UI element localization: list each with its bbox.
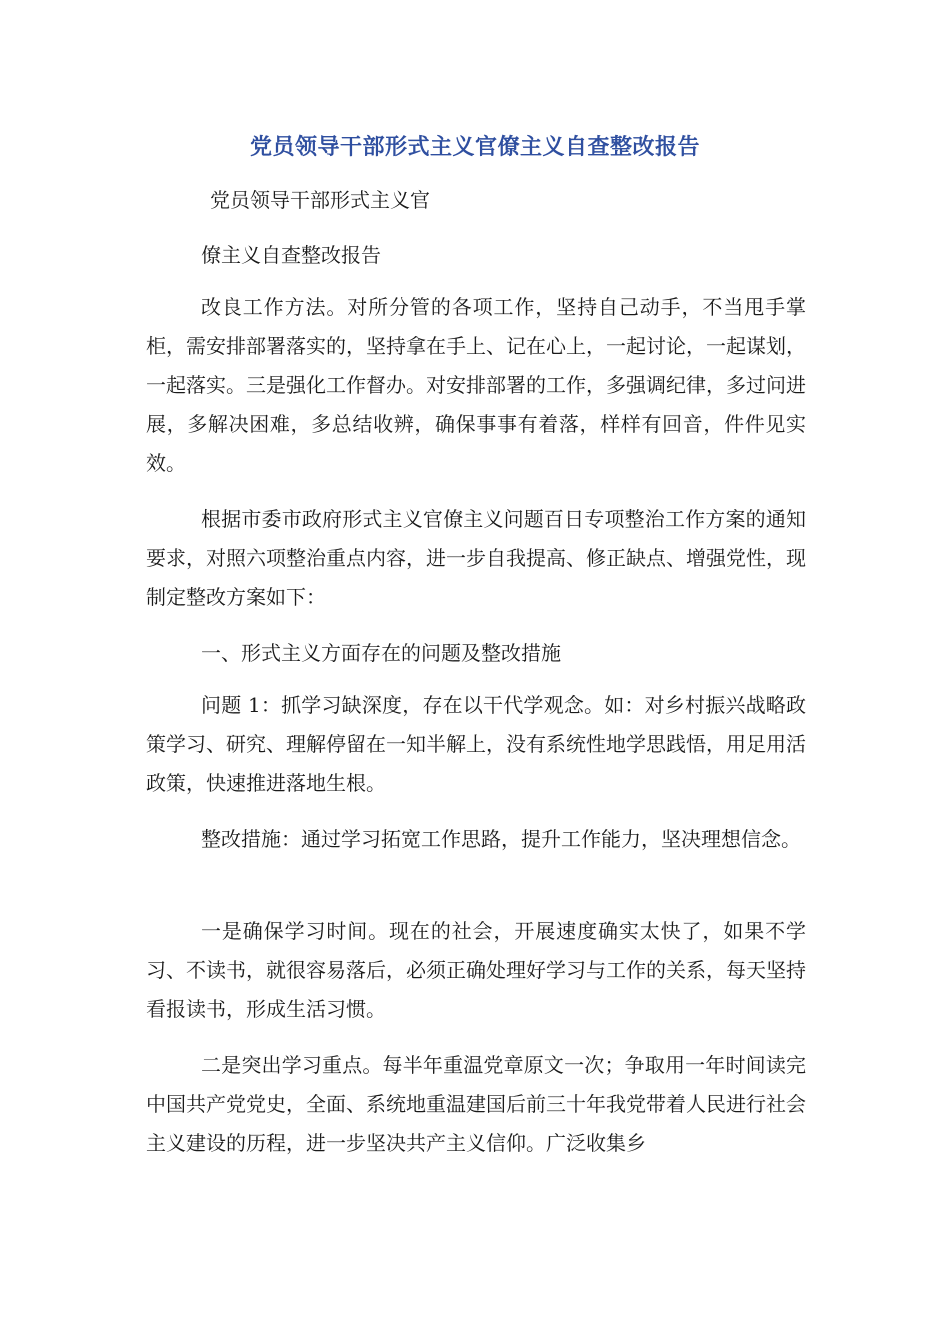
paragraph-rectification-basis: 根据市委市政府形式主义官僚主义问题百日专项整治工作方案的通知要求，对照六项整治重点内容，进一步自我提高、修正缺点、增强党性，现制定整改方案如下： xyxy=(146,507,806,609)
paragraph-study-focus: 二是突出学习重点。每半年重温党章原文一次；争取用一年时间读完中国共产党党史，全面、系统地重温建国后前三十年我党带着人民进行社会主义建设的历程，进一步坚决共产主义信仰。广泛收集乡 xyxy=(146,1053,806,1155)
paragraph-study-time: 一是确保学习时间。现在的社会，开展速度确实太快了，如果不学习、不读书，就很容易落后，必须正确处理好学习与工作的关系，每天坚持看报读书，形成生活习惯。 xyxy=(146,919,806,1021)
paragraph-subtitle-continued: 僚主义自查整改报告 xyxy=(201,243,381,267)
document-subtitle: 党员领导干部形式主义官 xyxy=(210,188,430,212)
section-heading-formalism: 一、形式主义方面存在的问题及整改措施 xyxy=(201,641,561,665)
paragraph-problem-1: 问题 1：抓学习缺深度，存在以干代学观念。如：对乡村振兴战略政策学习、研究、理解停留在一知半解上，没有系统性地学思践悟，用足用活政策，快速推进落地生根。 xyxy=(146,693,806,795)
paragraph-rectification-measures: 整改措施：通过学习拓宽工作思路，提升工作能力，坚决理想信念。 xyxy=(201,827,801,851)
paragraph-work-method: 改良工作方法。对所分管的各项工作，坚持自己动手，不当甩手掌柜，需安排部署落实的，坚持拿在手上、记在心上，一起讨论，一起谋划，一起落实。三是强化工作督办。对安排部署的工作，多强调纪律，多过问进展，多解决困难，多总结收辨，确保事事有着落，样样有回音，件件见实效。 xyxy=(146,295,806,475)
document-title: 党员领导干部形式主义官僚主义自查整改报告 xyxy=(249,135,700,160)
